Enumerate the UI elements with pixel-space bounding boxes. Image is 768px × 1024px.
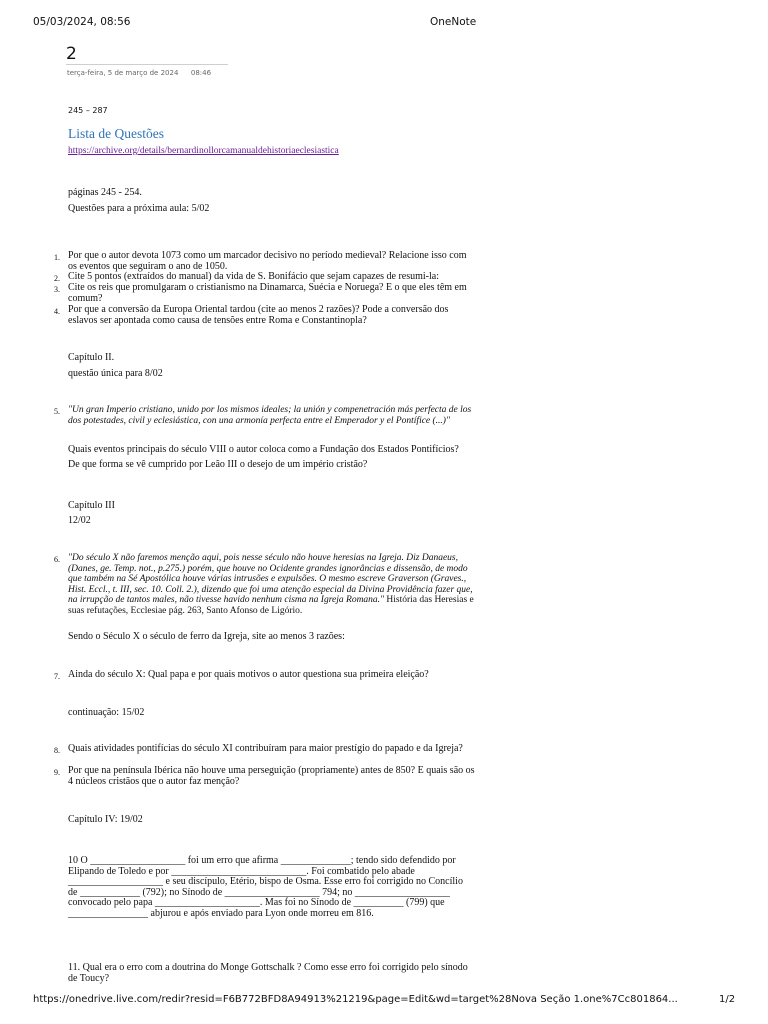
page-date-time — [67, 69, 211, 77]
section-heading: Lista de Questões — [68, 126, 164, 141]
question-9: Por que na península Ibérica não houve uma perseguição (propriamente) antes de 850? E quais são os 4 núcleos cristãos que o autor faz menção? — [68, 765, 475, 787]
chapter-2-subtitle: questão única para 8/02 — [68, 368, 163, 379]
list-number: 4. — [54, 307, 60, 316]
question-6-followup: Sendo o Século X o século de ferro da Igreja, site ao menos 3 razões: — [68, 631, 345, 642]
chapter-2-title: Capítulo II. — [68, 352, 115, 363]
intro-next-class: Questões para a próxima aula: 5/02 — [68, 203, 210, 214]
question-6 — [68, 553, 476, 616]
list-number: 1. — [54, 253, 60, 262]
question-6-quote: "Do século X não faremos menção aqui, pois nesse século não houve heresias na Igreja. Diz Danaeus, (Danes, ge. Temp. not., p.275.) porém, que houve no Ocidente grandes ignorâncias e dissensão, de modo que também na Sé Apostólica houve várias intrusões e expulsões. O mesmo escreve Graverson (Graves., Hist. Eccl., t. III, sec. 10. Coll. 2.), dizendo que foi uma atenção especial da Divina Providência fazer que, na irrupção de tantos males, não tivesse havido nenhum cisma na Igreja Romana." — [68, 553, 473, 605]
intro-pages: páginas 245 - 254. — [68, 187, 142, 198]
chapter-3-title: Capítulo III — [68, 500, 115, 511]
question-2: Cite 5 pontos (extraídos do manual) da vida de S. Bonifácio que sejam capazes de resumi-la: — [68, 271, 440, 282]
print-app-name: OneNote — [430, 16, 477, 28]
continuation-title: continuação: 15/02 — [68, 707, 145, 718]
list-number: 9. — [54, 768, 60, 777]
question-1: Por que o autor devota 1073 como um marcador decisivo no período medieval? Relacione isso com os eventos que seguiram o ano de 1050. — [68, 250, 467, 272]
list-number: 6. — [54, 555, 60, 564]
list-number: 8. — [54, 746, 60, 755]
question-7: Ainda do século X: Qual papa e por quais motivos o autor questiona sua primeira eleição? — [68, 669, 429, 680]
question-4: Por que a conversão da Europa Oriental tardou (cite ao menos 2 razões)? Pode a conversão dos eslavos ser apontada como causa de tensões entre Roma e Constantinopla? — [68, 304, 449, 326]
question-5-line-2: De que forma se vê cumprido por Leão III o desejo de um império cristão? — [68, 459, 368, 470]
pages-range: 245 – 287 — [68, 106, 108, 115]
question-6-source: História das Heresias e suas refutações, Ecclesiae pág. 263, Santo Afonso de Ligório. — [68, 595, 474, 616]
list-number: 2. — [54, 274, 60, 283]
page-date: terça-feira, 5 de março de 2024 — [67, 69, 179, 77]
archive-link[interactable]: https://archive.org/details/bernardinollorcamanualdehistoriaeclesiastica — [68, 146, 339, 156]
print-page-count: 1/2 — [719, 994, 736, 1005]
question-8: Quais atividades pontifícias do século XI contribuíram para maior prestígio do papado e da Igreja? — [68, 743, 463, 754]
question-11: 11. Qual era o erro com a doutrina do Monge Gottschalk ? Como esse erro foi corrigido pelo sínodo de Toucy? — [68, 962, 468, 984]
page-time: 08:46 — [190, 69, 212, 77]
question-5-quote: "Un gran Imperio cristiano, unido por los mismos ideales; la unión y compenetración más perfecta de los dos potestades, civil y eclesiástica, con una armonía perfecta entre el Emperador y el Pontífice (...)" — [68, 405, 472, 426]
question-10: 10 O ___________________ foi um erro que afirma ______________; tendo sido defendido por Elipando de Toledo e por ___________________________. Foi combatido pelo abade ___________________ e seu discípulo, Etério, bispo de Osma. Esse erro foi corrigido no Concílio de ____________ (792); no Sínodo de ___________________ 794; no ___________________ convocado pelo papa _____________________. Mas foi no Sínodo de __________ (799) que ________________ abjurou e após enviado para Lyon onde morreu em 816. — [68, 855, 463, 919]
print-datetime: 05/03/2024, 08:56 — [33, 16, 131, 28]
chapter-4-title: Capítulo IV: 19/02 — [68, 814, 143, 825]
chapter-3-date: 12/02 — [68, 515, 91, 526]
question-3: Cite os reis que promulgaram o cristianismo na Dinamarca, Suécia e Noruega? E o que eles têm em comum? — [68, 282, 467, 304]
page-title[interactable]: 2 — [66, 44, 77, 64]
title-underline — [66, 64, 228, 65]
list-number: 7. — [54, 672, 60, 681]
list-number: 3. — [54, 285, 60, 294]
question-5-line-1: Quais eventos principais do século VIII o autor coloca como a Fundação dos Estados Pontifícios? — [68, 444, 459, 455]
list-number: 5. — [54, 407, 60, 416]
print-footer-url[interactable]: https://onedrive.live.com/redir?resid=F6B772BFD8A94913%21219&page=Edit&wd=target%28Nova Seção 1.one%7Cc801864... — [33, 994, 678, 1005]
